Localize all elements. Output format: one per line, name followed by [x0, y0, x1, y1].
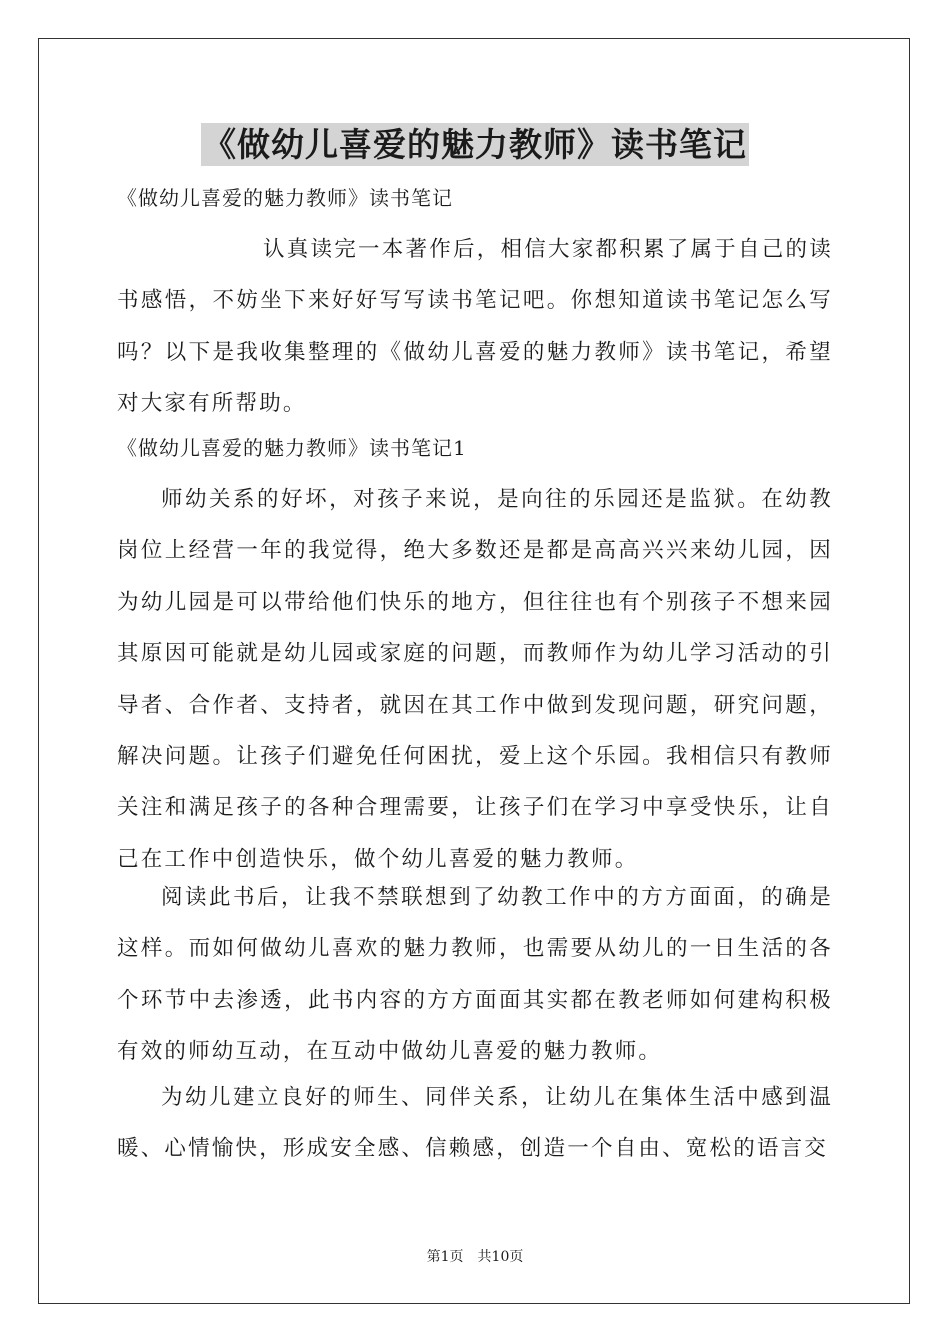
document-title: [0, 124, 950, 166]
title-text: 《做幼儿喜爱的魅力教师》读书笔记: [203, 125, 747, 164]
document-subtitle: 《做幼儿喜爱的魅力教师》读书笔记: [117, 186, 453, 210]
page-footer: 第1页 共10页: [426, 1249, 524, 1265]
section-heading: 《做幼儿喜爱的魅力教师》读书笔记1: [117, 436, 467, 460]
body-paragraph-2: 阅读此书后，让我不禁联想到了幼教工作中的方方面面，的确是这样。而如何做幼儿喜欢的魅力教师，也需要从幼儿的一日生活的各个环节中去渗透，此书内容的方方面面其实都在教老师如何建构积极有效的师幼互动，在互动中做幼儿喜爱的魅力教师。: [117, 885, 833, 1065]
intro-paragraph: 认真读完一本著作后，相信大家都积累了属于自己的读书感悟，不妨坐下来好好写写读书笔记吧。你想知道读书笔记怎么写吗？以下是我收集整理的《做幼儿喜爱的魅力教师》读书笔记，希望对大家有所帮助。: [117, 237, 833, 417]
body-paragraph-3: 为幼儿建立良好的师生、同伴关系，让幼儿在集体生活中感到温暖、心情愉快，形成安全感、信赖感，创造一个自由、宽松的语言交: [117, 1085, 833, 1162]
body-paragraph-1: 师幼关系的好坏，对孩子来说，是向往的乐园还是监狱。在幼教岗位上经营一年的我觉得，绝大多数还是都是高高兴兴来幼儿园，因为幼儿园是可以带给他们快乐的地方，但往往也有个别孩子不想来园其原因可能就是幼儿园或家庭的问题，而教师作为幼儿学习活动的引导者、合作者、支持者，就因在其工作中做到发现问题，研究问题，解决问题。让孩子们避免任何困扰，爱上这个乐园。我相信只有教师关注和满足孩子的各种合理需要，让孩子们在学习中享受快乐，让自己在工作中创造快乐，做个幼儿喜爱的魅力教师。: [117, 487, 833, 872]
